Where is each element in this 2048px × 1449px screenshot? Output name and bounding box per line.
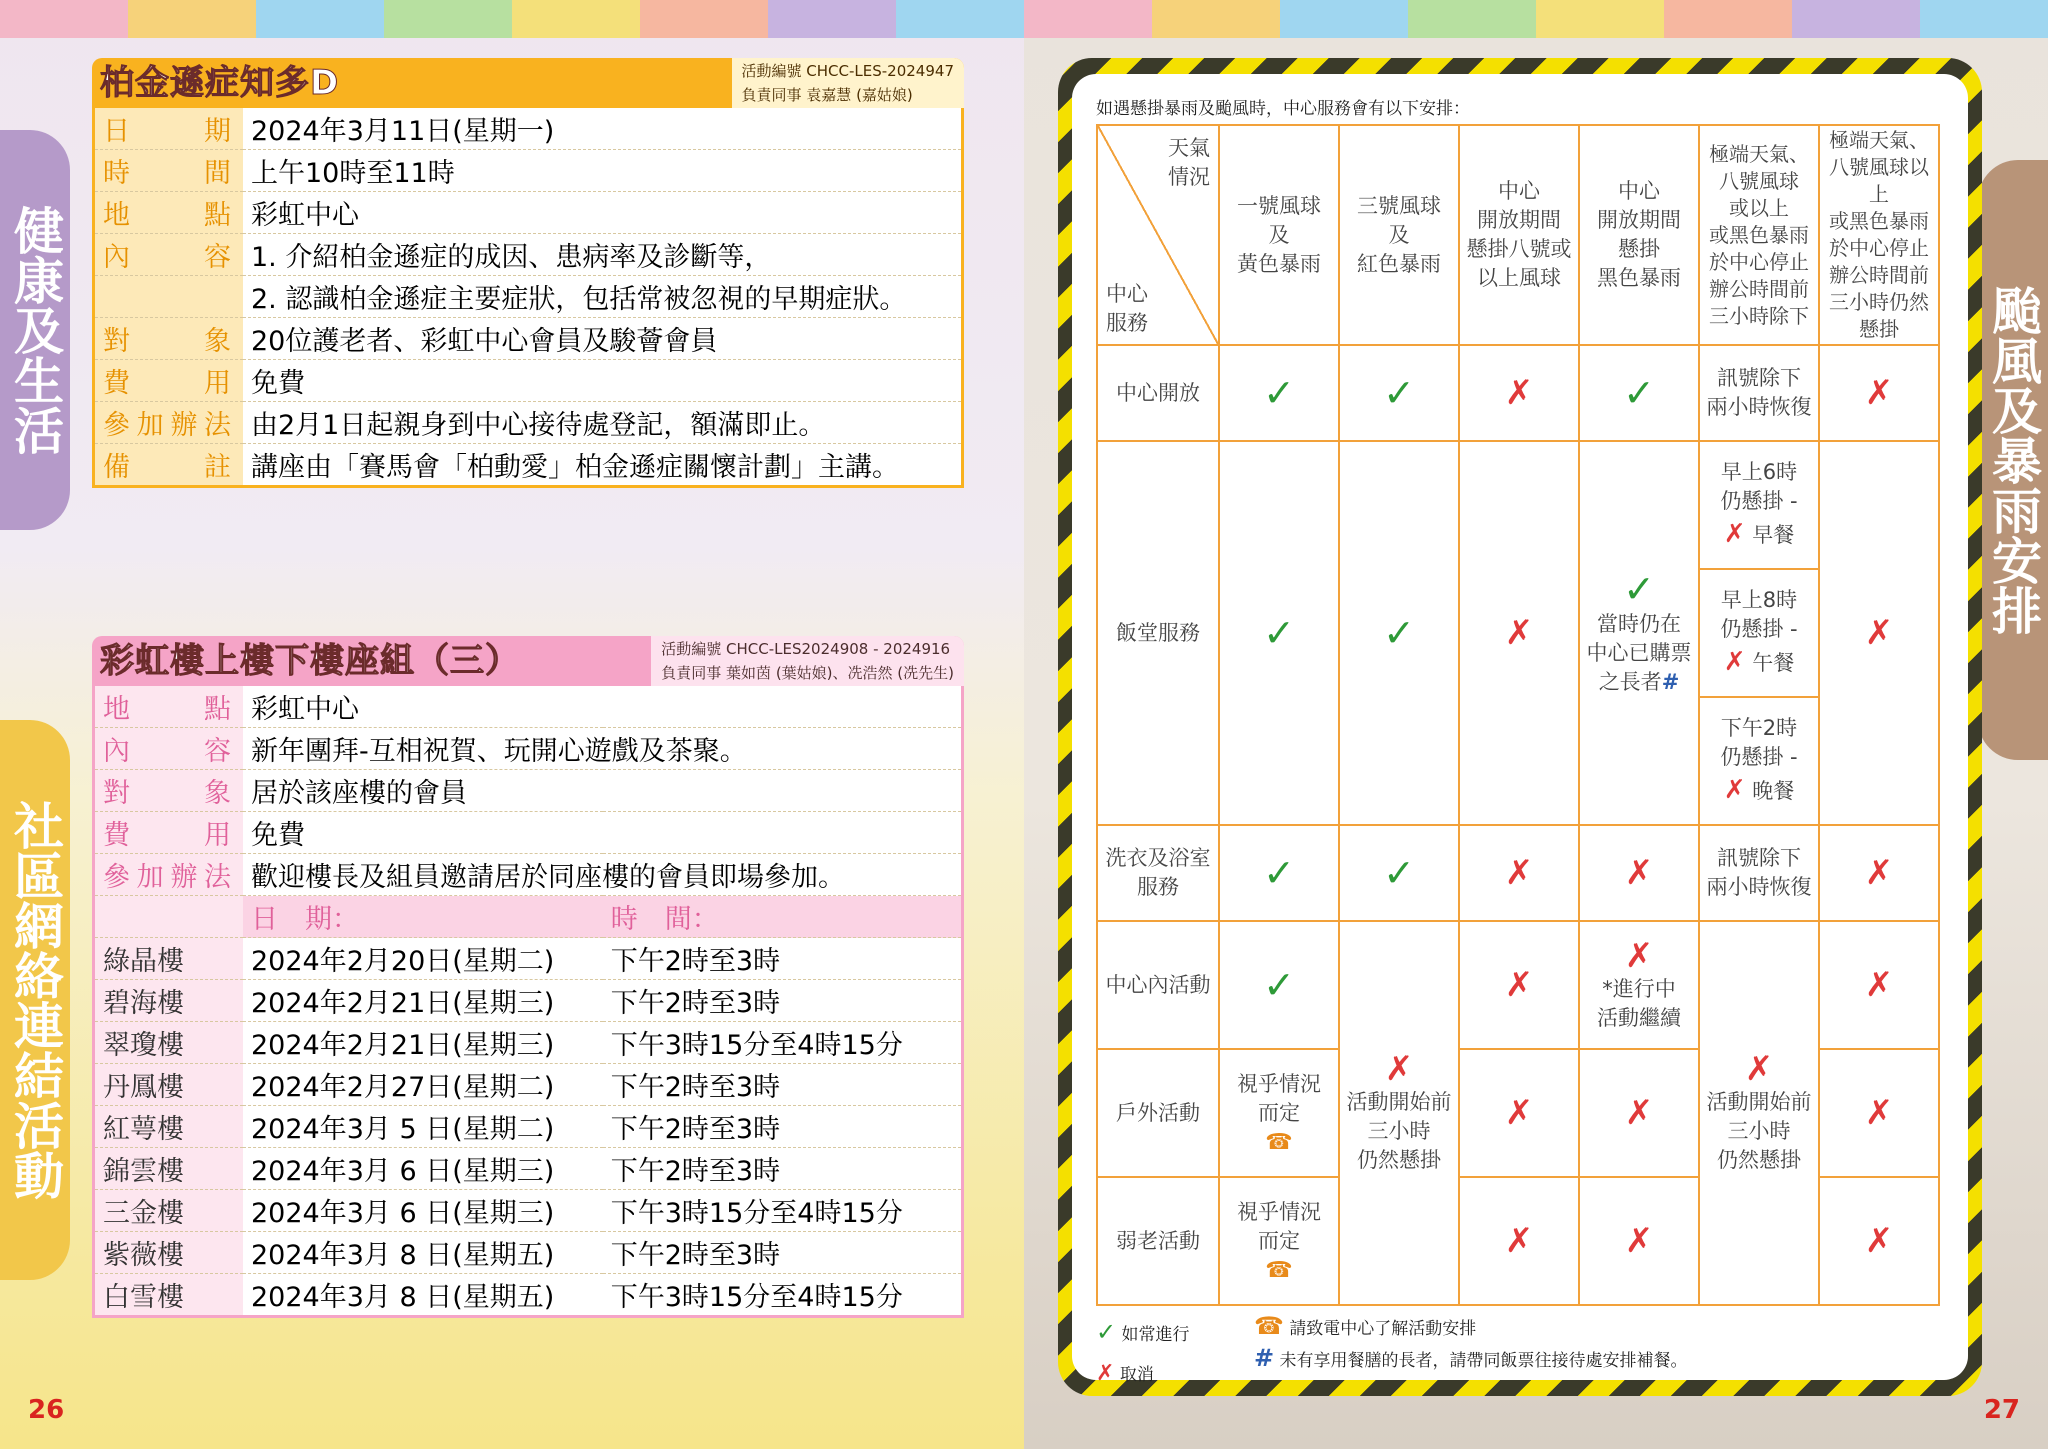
detail-value: 免費 [243,360,963,402]
building-name: 翠瓊樓 [94,1022,244,1064]
breakfast-cell [1699,441,1819,569]
detail-label: 對 象 [94,770,244,812]
schedule-time: 下午2時至3時 [603,1148,963,1190]
cross-icon: ✗ [1864,372,1894,413]
schedule-header [94,896,963,938]
building-name: 錦雲樓 [94,1148,244,1190]
detail-label: 地 點 [94,192,244,234]
schedule-row [94,1232,963,1274]
typhoon-table [1096,124,1940,1306]
cross-icon: ✗ [1864,1220,1894,1261]
detail-value: 由2月1日起親身到中心接待處登記，額滿即止。 [243,402,963,444]
schedule-date: 2024年3月 6 日(星期三) [243,1148,603,1190]
cross-icon: ✗ [1624,935,1654,976]
cross-icon: ✗ [1723,519,1746,549]
detail-row [94,192,963,234]
dinner-cell [1699,697,1819,825]
detail-value: 彩虹中心 [243,192,963,234]
schedule-time: 下午3時15分至4時15分 [603,1190,963,1232]
detail-row [94,402,963,444]
detail-value: 上午10時至11時 [243,150,963,192]
schedule-time: 下午2時至3時 [603,980,963,1022]
cross-icon: ✗ [1504,1092,1534,1133]
cross-icon: ✗ [1864,852,1894,893]
detail-value: 2. 認識柏金遜症主要症狀，包括常被忽視的早期症狀。 [243,276,963,318]
detail-label [94,276,244,318]
side-tab-community: 社區網絡連結活動 [0,720,70,1280]
cross-icon: ✗ [1504,852,1534,893]
schedule-time: 下午2時至3時 [603,938,963,980]
detail-value: 歡迎樓長及組員邀請居於同座樓的會員即場參加。 [243,854,963,896]
page-number-right: 27 [1983,1395,2020,1425]
event-header [92,636,964,686]
detail-label: 內 容 [94,728,244,770]
cross-icon: ✗ [1624,1220,1654,1261]
row-label: 飯堂服務 [1097,441,1219,825]
detail-label: 對 象 [94,318,244,360]
cross-icon: ✗ [1624,852,1654,893]
breakfast-meal: 早餐 [1752,523,1795,547]
schedule-time: 下午2時至3時 [603,1064,963,1106]
cross-icon: ✗ [1384,1049,1414,1089]
schedule-date: 2024年2月21日(星期三) [243,980,603,1022]
cross-icon: ✗ [1723,775,1746,805]
schedule-date: 2024年2月21日(星期三) [243,1022,603,1064]
check-icon: ✓ [1383,850,1415,895]
event-parkinson [92,58,964,488]
building-name: 白雪樓 [94,1274,244,1317]
check-icon: ✓ [1383,610,1415,655]
legend-left [1096,1312,1190,1392]
schedule-date: 2024年3月 6 日(星期三) [243,1190,603,1232]
typhoon-intro: 如遇懸掛暴雨及颱風時，中心服務會有以下安排： [1096,99,1470,119]
schedule-time-header: 時 間： [603,896,963,938]
event-building-groups [92,636,964,1318]
detail-value: 免費 [243,812,963,854]
building-name: 碧海樓 [94,980,244,1022]
event-meta [732,58,964,108]
hang-cell [1339,921,1459,1305]
side-tab-typhoon: 颱風及暴雨安排 [1978,160,2048,760]
schedule-date: 2024年3月 8 日(星期五) [243,1232,603,1274]
legend-phone: 請致電中心了解活動安排 [1289,1319,1477,1339]
dinner-note: 下午2時 仍懸掛 - [1720,716,1798,769]
event-header [92,58,964,108]
row-indoor [1097,921,1939,1049]
cross-icon: ✗ [1864,1092,1894,1133]
header-row [1097,125,1939,345]
legend-hash: 未有享用餐膳的長者，請帶同飯票往接待處安排補餐。 [1279,1351,1688,1371]
schedule-row [94,1106,963,1148]
detail-row [94,276,963,318]
row-label: 洗衣及浴室 服務 [1097,825,1219,921]
lunch-note: 早上8時 仍懸掛 - [1720,588,1798,641]
rainbow-strip [0,0,2048,38]
detail-row [94,360,963,402]
check-icon: ✓ [1383,370,1415,415]
phone-icon: ☎ [1254,1312,1284,1340]
event-title: 彩虹樓上樓下樓座組（三） [100,641,520,681]
event-staff: 負責同事 葉如茵 (葉姑娘)、冼浩然 (冼先生) [661,664,954,682]
legend-ok: 如常進行 [1121,1325,1190,1345]
phone-icon: ☎ [1265,1257,1293,1283]
check-icon: ✓ [1263,850,1295,895]
schedule-row [94,1190,963,1232]
event-details [92,108,964,488]
continue-cell [1579,921,1699,1049]
side-tab-health: 健康及生活 [0,130,70,530]
event-title: 柏金遜症知多D [100,63,340,103]
hash-icon: # [1254,1344,1275,1372]
detail-label: 備 註 [94,444,244,487]
col-signal3: 三號風球 及 紅色暴雨 [1339,125,1459,345]
schedule-time: 下午3時15分至4時15分 [603,1022,963,1064]
detail-value: 講座由「賽馬會「柏動愛」柏金遜症關懷計劃」主講。 [243,444,963,487]
schedule-row [94,1064,963,1106]
depends-note: 視乎情況 而定 [1237,1071,1321,1125]
schedule-date: 2024年2月27日(星期二) [243,1064,603,1106]
schedule-date-header: 日 期： [243,896,603,938]
resume-note: 訊號除下 兩小時恢復 [1699,825,1819,921]
detail-row [94,150,963,192]
cross-icon: ✗ [1864,964,1894,1005]
detail-value: 居於該座樓的會員 [243,770,963,812]
event-details [92,686,964,1318]
cross-icon: ✗ [1744,1049,1774,1089]
event-meta [651,636,964,686]
detail-row [94,234,963,276]
breakfast-note: 早上6時 仍懸掛 - [1720,460,1798,513]
row-label: 弱老活動 [1097,1177,1219,1305]
detail-row [94,728,963,770]
schedule-row [94,1022,963,1064]
event-code: 活動編號 CHCC-LES2024908 - 2024916 [661,640,951,658]
detail-value: 新年團拜-互相祝賀、玩開心遊戲及茶聚。 [243,728,963,770]
col-black-open: 中心 開放期間 懸掛 黑色暴雨 [1579,125,1699,345]
cross-icon: ✗ [1723,647,1746,677]
detail-row [94,686,963,728]
detail-value: 2024年3月11日(星期一) [243,108,963,150]
depends-cell [1219,1177,1339,1305]
lunch-cell [1699,569,1819,697]
check-icon: ✓ [1623,567,1655,611]
detail-label: 費 用 [94,360,244,402]
detail-row [94,318,963,360]
detail-label: 參加辦法 [94,854,244,896]
event-staff: 負責同事 袁嘉慧 (嘉姑娘) [741,86,913,104]
schedule-time: 下午3時15分至4時15分 [603,1274,963,1317]
lunch-meal: 午餐 [1752,651,1795,675]
detail-row [94,770,963,812]
detail-label: 地 點 [94,686,244,728]
depends-note: 視乎情況 而定 [1237,1199,1321,1253]
cross-icon: ✗ [1504,612,1534,653]
building-name: 綠晶樓 [94,938,244,980]
schedule-row [94,1148,963,1190]
depends-cell [1219,1049,1339,1177]
check-icon: ✓ [1096,1318,1117,1346]
hang-cell [1699,921,1819,1305]
col-signal1: 一號風球 及 黃色暴雨 [1219,125,1339,345]
col-signal8-open: 中心 開放期間 懸掛八號或 以上風球 [1459,125,1579,345]
check-icon: ✓ [1623,370,1655,415]
cross-icon: ✗ [1864,612,1894,653]
dinner-meal: 晚餐 [1752,779,1795,803]
corner-cell [1097,125,1219,345]
detail-label: 時 間 [94,150,244,192]
building-name: 紅萼樓 [94,1106,244,1148]
cross-icon: ✗ [1504,372,1534,413]
col-lowered-before: 極端天氣、 八號風球 或以上 或黑色暴雨 於中心停止 辦公時間前 三小時除下 [1699,125,1819,345]
detail-row [94,444,963,487]
hang-note: 活動開始前 三小時 仍然懸掛 [1706,1090,1812,1172]
schedule-date: 2024年3月 8 日(星期五) [243,1274,603,1317]
schedule-row [94,938,963,980]
row-laundry [1097,825,1939,921]
detail-label: 內 容 [94,234,244,276]
row-label: 中心開放 [1097,345,1219,441]
cross-icon: ✗ [1504,964,1534,1005]
detail-value: 20位護老者、彩虹中心會員及駿薈會員 [243,318,963,360]
resume-note: 訊號除下 兩小時恢復 [1699,345,1819,441]
row-centre-open [1097,345,1939,441]
check-icon: ✓ [1263,610,1295,655]
cross-icon: ✗ [1504,1220,1534,1261]
hang-note: 活動開始前 三小時 仍然懸掛 [1346,1090,1452,1172]
row-label: 中心內活動 [1097,921,1219,1049]
schedule-date: 2024年2月20日(星期二) [243,938,603,980]
building-name: 紫薇樓 [94,1232,244,1274]
legend-cancel: 取消 [1119,1365,1154,1385]
dining-black-cell [1579,441,1699,825]
cross-icon: ✗ [1624,1092,1654,1133]
continue-note: *進行中 活動繼續 [1597,976,1681,1030]
check-icon: ✓ [1263,370,1295,415]
cross-icon: ✗ [1096,1361,1115,1386]
detail-row [94,812,963,854]
detail-label: 日 期 [94,108,244,150]
legend-right [1254,1312,1688,1372]
weather-label: 天氣 情況 [1168,136,1210,189]
service-label: 中心 服務 [1106,282,1148,335]
building-name: 丹鳳樓 [94,1064,244,1106]
detail-label: 費 用 [94,812,244,854]
phone-icon: ☎ [1265,1129,1293,1155]
detail-value: 彩虹中心 [243,686,963,728]
bought-note: 當時仍在 中心已購票 之長者 [1586,612,1692,694]
building-name: 三金樓 [94,1190,244,1232]
detail-row [94,854,963,896]
page-number-left: 26 [28,1395,65,1425]
col-still-hoisted: 極端天氣、 八號風球以上 或黑色暴雨 於中心停止 辦公時間前 三小時仍然 懸掛 [1819,125,1939,345]
row-dining [1097,441,1939,569]
check-icon: ✓ [1263,962,1295,1007]
schedule-time: 下午2時至3時 [603,1232,963,1274]
event-code: 活動編號 CHCC-LES-2024947 [741,62,954,80]
detail-label: 參加辦法 [94,402,244,444]
schedule-row [94,980,963,1022]
schedule-date: 2024年3月 5 日(星期二) [243,1106,603,1148]
detail-value: 1. 介紹柏金遜症的成因、患病率及診斷等， [243,234,963,276]
hash-icon: # [1661,670,1680,694]
schedule-time: 下午2時至3時 [603,1106,963,1148]
row-label: 戶外活動 [1097,1049,1219,1177]
schedule-row [94,1274,963,1317]
detail-row [94,108,963,150]
